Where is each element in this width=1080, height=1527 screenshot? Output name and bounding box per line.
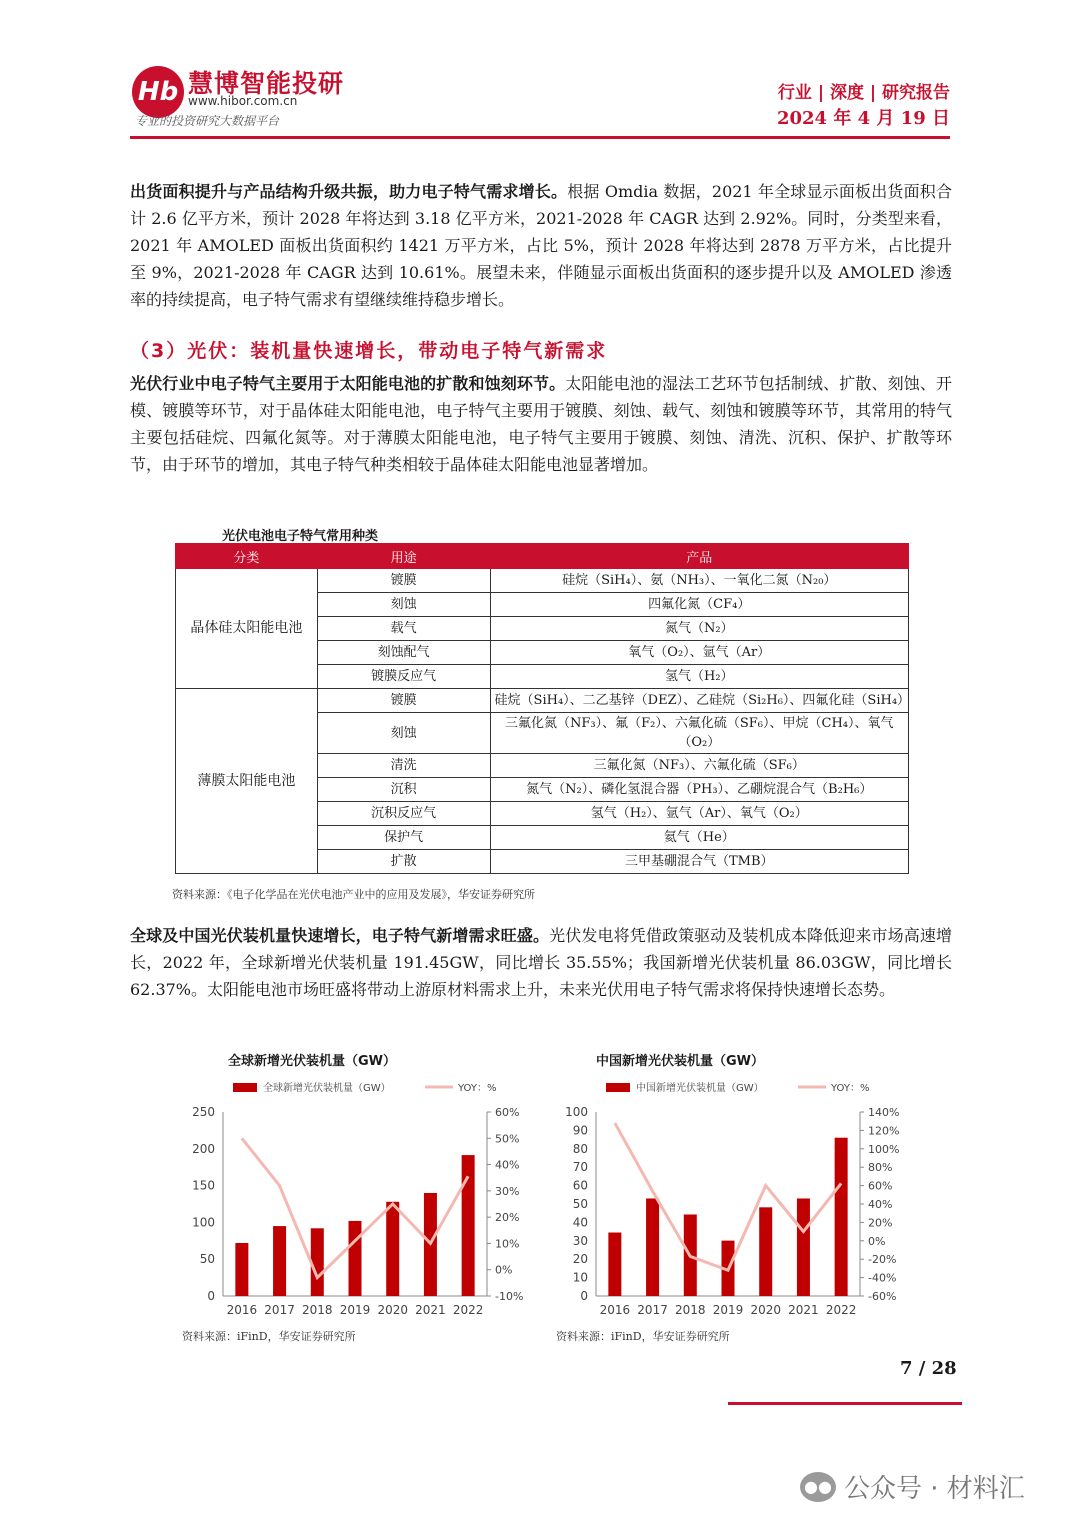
table-source: 资料来源：《电子化学品在光伏电池产业中的应用及发展》，华安证券研究所	[172, 888, 535, 901]
watermark-text: 公众号 · 材料汇	[844, 1474, 1025, 1504]
product-cell: 氮气（N₂）、磷化氢混合器（PH₃）、乙硼烷混合气（B₂H₆）	[490, 778, 908, 802]
product-cell: 三氟化氮（NF₃）、氟（F₂）、六氟化硫（SF₆）、甲烷（CH₄）、氧气（O₂）	[490, 713, 908, 754]
right-tick-label: 50%	[495, 1132, 520, 1146]
group-cell: 薄膜太阳能电池	[176, 689, 318, 874]
right-tick-label: 80%	[868, 1161, 893, 1175]
right-tick-label: -40%	[868, 1271, 897, 1285]
right-tick-label: -20%	[868, 1253, 897, 1267]
table-header-cell: 产品	[490, 544, 908, 569]
legend-line-label: YOY：%	[458, 1083, 497, 1094]
paragraph-body: 光伏发电将凭借政策驱动及装机成本降低迎来市场高速增长，2022 年，全球新增光伏装机量 191.45GW，同比增长 35.55%；我国新增光伏装机量 86.03GW，同比增长 62.37%。太阳能电池市场旺盛将带动上游原材料需求上升，未来光伏用电子特气需求将保持快速增长态势。	[130, 926, 952, 999]
left-tick-label: 40	[572, 1215, 588, 1230]
product-cell: 氧气（O₂）、氩气（Ar）	[490, 641, 908, 665]
usage-cell: 镀膜	[317, 689, 490, 713]
usage-cell: 刻蚀	[317, 593, 490, 617]
footer-divider	[728, 1402, 962, 1405]
legend-bar-label: 全球新增光伏装机量（GW）	[263, 1083, 391, 1094]
bar	[835, 1138, 848, 1296]
group-cell: 晶体硅太阳能电池	[176, 569, 318, 689]
left-tick-label: 50	[199, 1252, 215, 1267]
left-tick-label: 250	[192, 1105, 215, 1119]
paragraph-display-panel	[130, 178, 952, 313]
x-tick-label: 2018	[675, 1303, 706, 1317]
section-title: （3）光伏：装机量快速增长，带动电子特气新需求	[130, 340, 608, 362]
usage-cell: 载气	[317, 617, 490, 641]
watermark	[800, 1468, 1025, 1505]
table-header-cell: 用途	[317, 544, 490, 569]
x-tick-label: 2016	[226, 1303, 258, 1317]
bar	[462, 1155, 475, 1296]
left-tick-label: 70	[572, 1160, 588, 1175]
right-tick-label: 100%	[868, 1142, 900, 1156]
x-tick-label: 2019	[339, 1303, 371, 1317]
left-tick-label: 100	[565, 1105, 588, 1119]
gas-types-table	[175, 543, 909, 874]
x-tick-label: 2017	[264, 1303, 295, 1317]
bar	[646, 1198, 659, 1296]
logo-title: 慧博智能投研	[188, 69, 345, 98]
bar	[311, 1228, 324, 1296]
global-pv-chart	[175, 1070, 535, 1322]
right-tick-label: -60%	[868, 1290, 897, 1303]
left-tick-label: 90	[572, 1123, 588, 1138]
right-tick-label: 40%	[868, 1198, 893, 1211]
left-tick-label: 20	[572, 1252, 588, 1267]
x-tick-label: 2021	[788, 1303, 819, 1317]
product-cell: 三氟化氮（NF₃）、六氟化硫（SF₆）	[490, 754, 908, 778]
left-tick-label: 200	[192, 1141, 215, 1156]
chart-title-global: 全球新增光伏装机量（GW）	[228, 1054, 397, 1069]
right-tick-label: 0%	[868, 1234, 886, 1248]
left-tick-label: 30	[572, 1233, 588, 1248]
x-tick-label: 2019	[712, 1303, 744, 1317]
product-cell: 氮气（N₂）	[490, 617, 908, 641]
paragraph-pv-usage	[130, 370, 952, 478]
wechat-icon: ●●	[800, 1472, 836, 1502]
report-type-tags: 行业 | 深度 | 研究报告	[777, 83, 950, 103]
table-row	[176, 569, 909, 593]
bar	[797, 1198, 810, 1296]
usage-cell: 镀膜	[317, 569, 490, 593]
right-tick-label: 60%	[495, 1106, 520, 1119]
product-cell: 三甲基硼混合气（TMB）	[490, 850, 908, 874]
table-caption: 光伏电池电子特气常用种类	[222, 529, 379, 544]
product-cell: 硅烷（SiH₄）、二乙基锌（DEZ）、乙硅烷（Si₂H₆）、四氟化硅（SiH₄）	[490, 689, 908, 713]
right-tick-label: 10%	[495, 1237, 520, 1251]
x-tick-label: 2017	[637, 1303, 668, 1317]
bar	[759, 1207, 772, 1296]
usage-cell: 沉积	[317, 778, 490, 802]
usage-cell: 清洗	[317, 754, 490, 778]
table-row	[176, 689, 909, 713]
x-tick-label: 2020	[750, 1303, 781, 1317]
usage-cell: 刻蚀配气	[317, 641, 490, 665]
right-tick-label: 20%	[495, 1211, 520, 1225]
report-date: 2024 年 4 月 19 日	[776, 108, 950, 129]
right-tick-label: 120%	[868, 1124, 900, 1138]
bar	[349, 1221, 362, 1296]
chart-source-china: 资料来源：iFinD，华安证券研究所	[556, 1330, 730, 1343]
china-pv-chart	[548, 1070, 908, 1322]
left-tick-label: 80	[572, 1141, 588, 1156]
x-tick-label: 2022	[825, 1303, 857, 1317]
x-tick-label: 2016	[599, 1303, 631, 1317]
left-tick-label: 60	[572, 1178, 588, 1193]
paragraph-lead: 全球及中国光伏装机量快速增长，电子特气新增需求旺盛。	[130, 926, 550, 945]
x-tick-label: 2021	[415, 1303, 446, 1317]
right-tick-label: 40%	[495, 1158, 520, 1172]
bar	[273, 1226, 286, 1296]
header-divider	[130, 136, 950, 139]
chart-source-global: 资料来源：iFinD，华安证券研究所	[182, 1330, 356, 1343]
bar	[386, 1202, 399, 1296]
table-header-cell: 分类	[176, 544, 318, 569]
usage-cell: 扩散	[317, 850, 490, 874]
paragraph-lead: 光伏行业中电子特气主要用于太阳能电池的扩散和蚀刻环节。	[130, 374, 566, 393]
usage-cell: 沉积反应气	[317, 802, 490, 826]
product-cell: 氢气（H₂）	[490, 665, 908, 689]
right-tick-label: 20%	[868, 1216, 893, 1230]
right-tick-label: 60%	[868, 1179, 893, 1193]
legend-bar-label: 中国新增光伏装机量（GW）	[636, 1083, 764, 1094]
legend-line-label: YOY：%	[831, 1083, 870, 1094]
product-cell: 四氟化氮（CF₄）	[490, 593, 908, 617]
product-cell: 硅烷（SiH₄）、氨（NH₃）、一氧化二氮（N₂₀）	[490, 569, 908, 593]
legend-bar-swatch	[233, 1083, 257, 1092]
paragraph-pv-installations	[130, 922, 952, 1003]
chart-title-china: 中国新增光伏装机量（GW）	[596, 1054, 765, 1069]
right-tick-label: 0%	[495, 1263, 513, 1277]
paragraph-lead: 出货面积提升与产品结构升级共振，助力电子特气需求增长。	[130, 182, 568, 201]
legend-bar-swatch	[606, 1083, 630, 1092]
left-tick-label: 10	[572, 1270, 588, 1285]
left-tick-label: 150	[192, 1178, 215, 1193]
product-cell: 氢气（H₂）、氩气（Ar）、氧气（O₂）	[490, 802, 908, 826]
x-tick-label: 2022	[452, 1303, 484, 1317]
bar	[235, 1243, 248, 1296]
paragraph-body: 根据 Omdia 数据，2021 年全球显示面板出货面积合计 2.6 亿平方米，预计 2028 年将达到 3.18 亿平方米，2021-2028 年 CAGR 达到 2.92%。同时，分类型来看，2021 年 AMOLED 面板出货面积约 1421 万平方米，占比 5%，预计 2028 年将达到 2878 万平方米，占比提升至 9%，2021-2028 年 CAGR 达到 10.61%。展望未来，伴随显示面板出货面积的逐步提升以及 AMOLED 渗透率的持续提高，电子特气需求有望继续维持稳步增长。	[130, 182, 952, 309]
usage-cell: 镀膜反应气	[317, 665, 490, 689]
right-tick-label: 30%	[495, 1184, 520, 1198]
table-header-row	[176, 544, 909, 569]
product-cell: 氦气（He）	[490, 826, 908, 850]
logo-mark: Hb	[132, 66, 184, 118]
usage-cell: 刻蚀	[317, 713, 490, 754]
left-tick-label: 50	[572, 1197, 588, 1211]
page-number: 7 / 28	[900, 1358, 957, 1379]
left-tick-label: 0	[207, 1289, 215, 1303]
logo-slogan: 专业的投资研究大数据平台	[135, 114, 280, 128]
right-tick-label: 140%	[868, 1106, 900, 1119]
x-tick-label: 2018	[302, 1303, 333, 1317]
usage-cell: 保护气	[317, 826, 490, 850]
bar	[608, 1233, 621, 1296]
x-tick-label: 2020	[377, 1303, 408, 1317]
logo-url[interactable]: www.hibor.com.cn	[188, 94, 298, 108]
right-tick-label: -10%	[495, 1290, 524, 1303]
left-tick-label: 0	[580, 1289, 588, 1303]
paragraph-body: 太阳能电池的湿法工艺环节包括制绒、扩散、刻蚀、开模、镀膜等环节，对于晶体硅太阳能电池，电子特气主要用于镀膜、刻蚀、载气、刻蚀和镀膜等环节，其常用的特气主要包括硅烷、四氟化氮等。对于薄膜太阳能电池，电子特气主要用于镀膜、刻蚀、清洗、沉积、保护、扩散等环节，由于环节的增加，其电子特气种类相较于晶体硅太阳能电池显著增加。	[130, 374, 952, 474]
left-tick-label: 100	[192, 1215, 215, 1230]
